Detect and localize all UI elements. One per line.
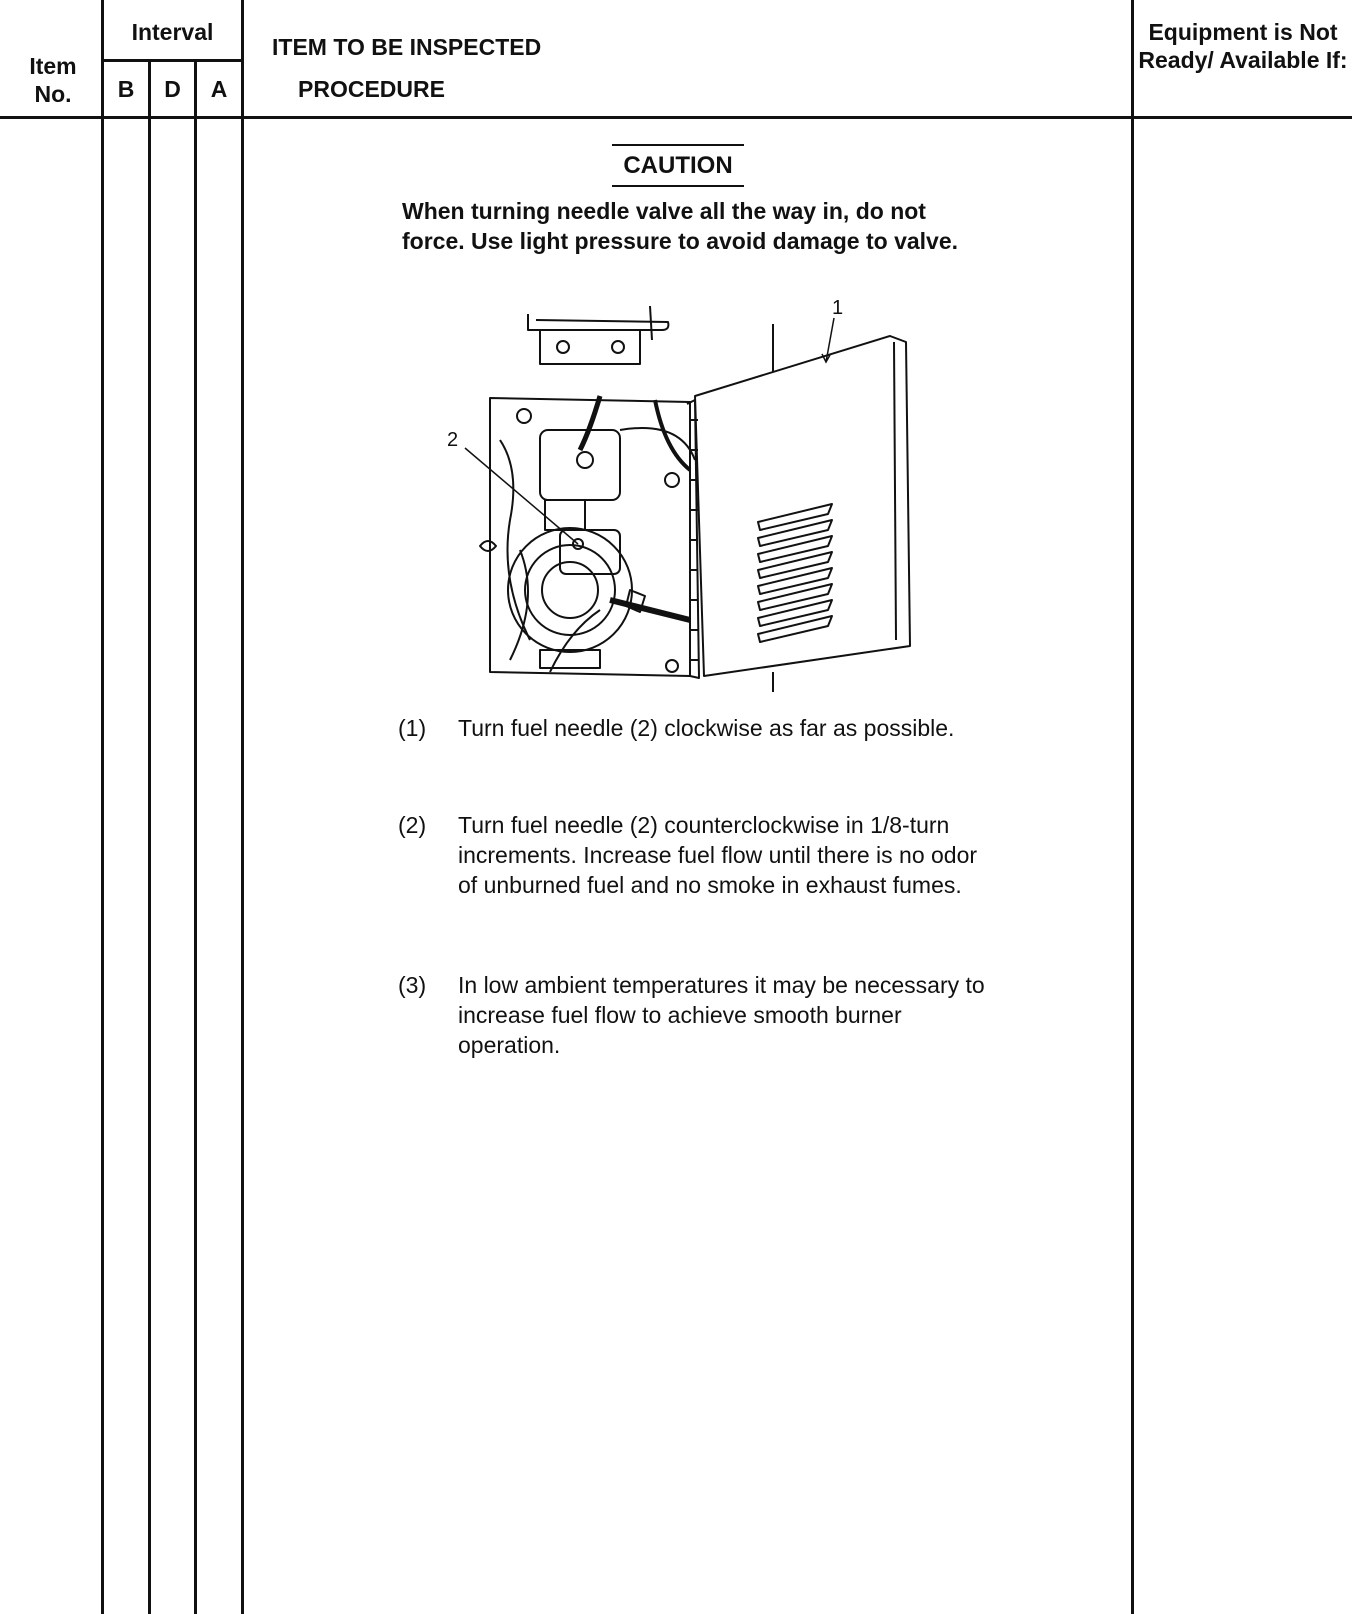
interval-header: Interval [131, 19, 214, 45]
column-rule [194, 60, 197, 1614]
step-number: (3) [398, 972, 427, 998]
equipment-status-header: Equipment is Not Ready/ Available If: [1138, 19, 1348, 73]
item-no-header: Item No. [29, 53, 77, 107]
step-number: (2) [398, 812, 427, 838]
fuel-hose [580, 396, 600, 450]
interval-a-header: A [210, 76, 228, 102]
header-bottom-rule [0, 116, 1352, 119]
caution-title: CAUTION [612, 144, 744, 187]
callout-2-leader [465, 448, 578, 544]
column-rule [101, 0, 104, 1614]
step-3 [398, 970, 998, 1060]
column-rule [241, 0, 244, 1614]
procedure-header: PROCEDURE [298, 76, 445, 102]
column-rule [148, 60, 151, 1614]
step-text: Turn fuel needle (2) counterclockwise in 1/8-turn increments. Increase fuel flow until there is no odor of unburned fuel and no smoke in exhaust fumes. [458, 812, 978, 898]
heater-figure [440, 300, 940, 700]
top-bracket [528, 314, 668, 330]
step-number: (1) [398, 715, 427, 741]
step-2 [398, 810, 998, 900]
item-to-be-inspected-header: ITEM TO BE INSPECTED [272, 34, 542, 60]
column-rule [1131, 0, 1134, 1614]
callout-1-label: 1 [832, 300, 844, 319]
step-1 [398, 713, 998, 743]
step-text: Turn fuel needle (2) clockwise as far as possible. [458, 715, 955, 741]
interval-d-header: D [164, 76, 181, 102]
interval-underline [101, 59, 244, 62]
cover-door [695, 336, 910, 676]
step-text: In low ambient temperatures it may be necessary to increase fuel flow to achieve smooth burner operation. [458, 972, 985, 1058]
interval-b-header: B [117, 76, 135, 102]
caution-text: When turning needle valve all the way in, do not force. Use light pressure to avoid damage to valve. [402, 198, 959, 254]
callout-2-label: 2 [447, 429, 459, 451]
